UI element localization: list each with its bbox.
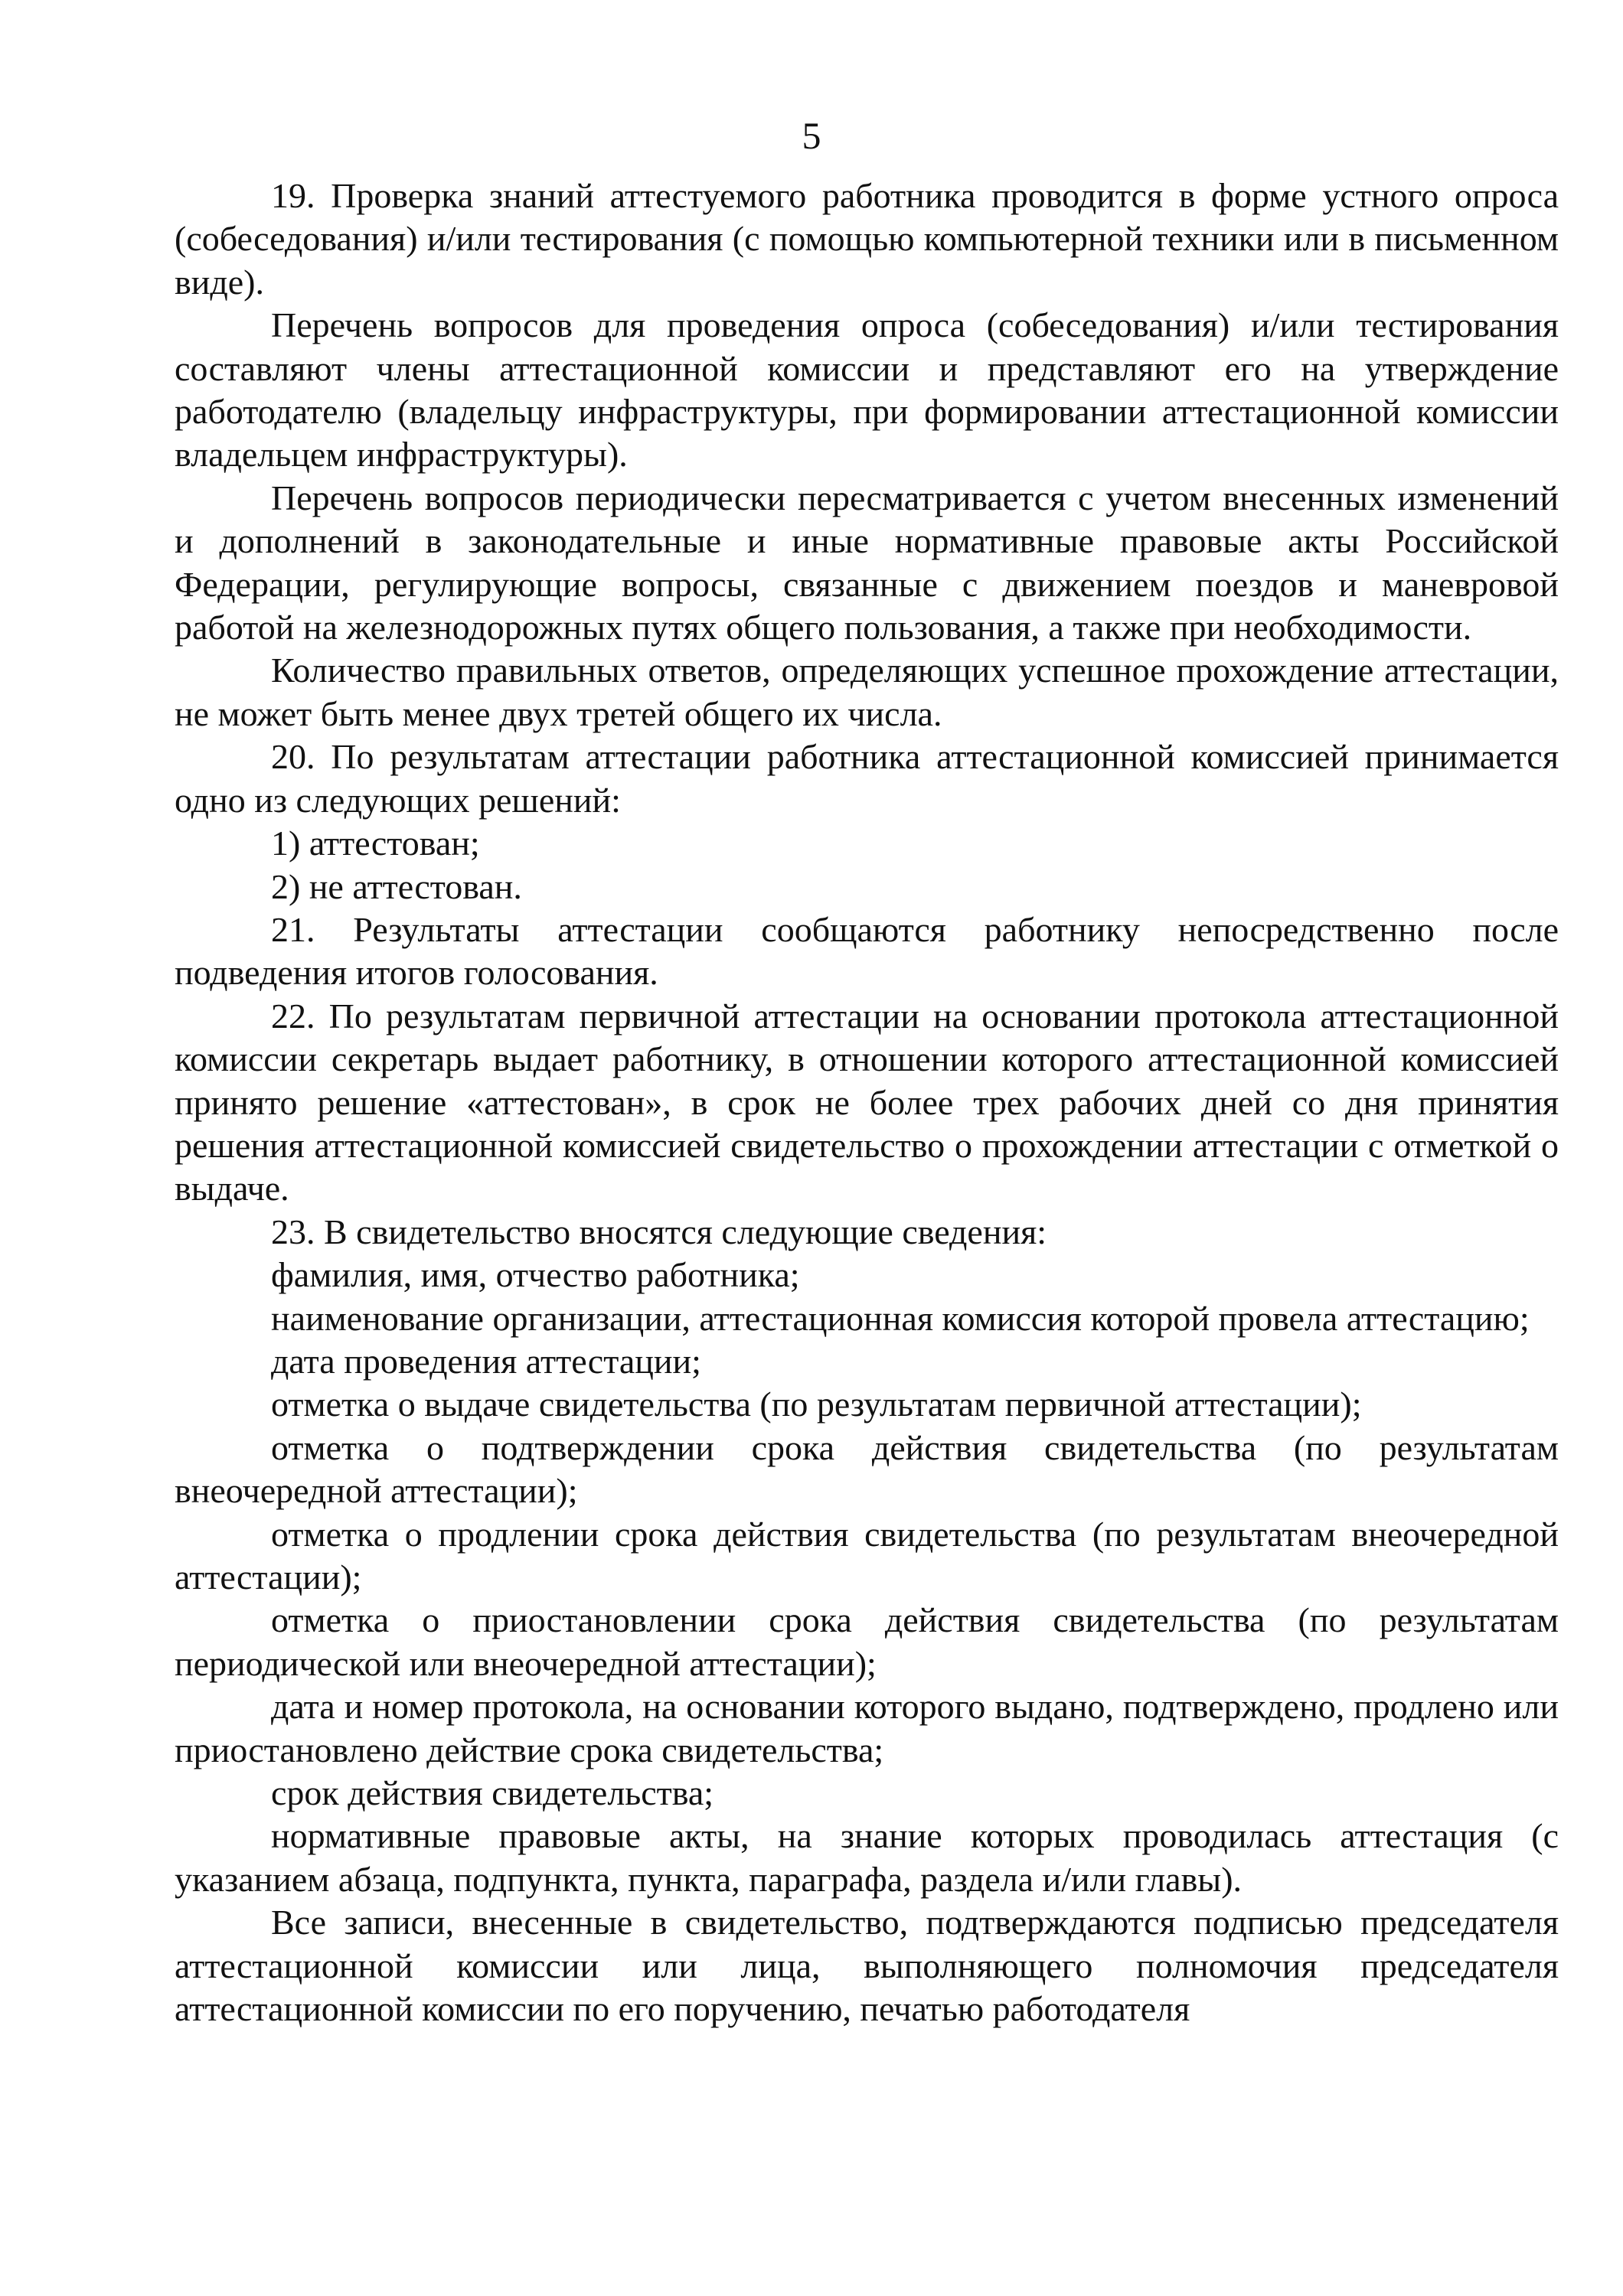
- paragraph-19-question-list: Перечень вопросов для проведения опроса (собеседования) и/или тестирования составляют члены аттестационной комиссии и представляют его на утверждение работодателю (владельцу инфраструктуры, при формировании аттестационной комиссии владельцем инфраструктуры).: [175, 305, 1559, 475]
- certificate-field-organization: наименование организации, аттестационная комиссия которой провела аттестацию;: [271, 1298, 1530, 1338]
- paragraph-19: 19. Проверка знаний аттестуемого работника проводится в форме устного опроса (собеседования) и/или тестирования (с помощью компьютерной техники или в письменном виде).: [175, 176, 1559, 302]
- certificate-field-legal-acts: нормативные правовые акты, на знание которых проводилась аттестация (с указанием абзаца, подпункта, пункта, параграфа, раздела и/или главы).: [175, 1816, 1559, 1899]
- paragraph-23: 23. В свидетельство вносятся следующие сведения:: [271, 1212, 1047, 1251]
- certificate-field-confirmation-mark: отметка о подтверждении срока действия свидетельства (по результатам внеочередной аттестации);: [175, 1427, 1559, 1511]
- certificate-field-issue-mark: отметка о выдаче свидетельства (по результатам первичной аттестации);: [271, 1384, 1362, 1424]
- certificate-field-date: дата проведения аттестации;: [271, 1341, 701, 1381]
- decision-item-not-certified: 2) не аттестован.: [271, 866, 522, 906]
- certificate-field-validity: срок действия свидетельства;: [271, 1773, 714, 1813]
- paragraph-19-correct-answers: Количество правильных ответов, определяющих успешное прохождение аттестации, не может быть менее двух третей общего их числа.: [175, 651, 1559, 733]
- certificate-field-protocol: дата и номер протокола, на основании которого выдано, подтверждено, продлено или приостановлено действие срока свидетельства;: [175, 1687, 1559, 1769]
- paragraph-19-question-review: Перечень вопросов периодически пересматривается с учетом внесенных изменений и дополнений в законодательные и иные нормативные правовые акты Российской Федерации, регулирующие вопросы, связанные с движением поездов и маневровой работой на железнодорожных путях общего пользования, а также при необходимости.: [175, 478, 1559, 647]
- certificate-field-suspension-mark: отметка о приостановлении срока действия свидетельства (по результатам периодической или внеочередной аттестации);: [175, 1600, 1559, 1683]
- certificate-field-extension-mark: отметка о продлении срока действия свидетельства (по результатам внеочередной аттестации);: [175, 1514, 1559, 1596]
- paragraph-21: 21. Результаты аттестации сообщаются работнику непосредственно после подведения итогов голосования.: [175, 909, 1559, 993]
- paragraph-23-signature: Все записи, внесенные в свидетельство, подтверждаются подписью председателя аттестационной комиссии или лица, выполняющего полномочия председателя аттестационной комиссии по его поручению, печатью работодателя: [175, 1903, 1559, 2029]
- document-body: [175, 174, 1559, 2030]
- paragraph-22: 22. По результатам первичной аттестации на основании протокола аттестационной комиссии секретарь выдает работнику, в отношении которого аттестационной комиссией принято решение «аттестован», в срок не более трех рабочих дней со дня принятия решения аттестационной комиссией свидетельство о прохождении аттестации с отметкой о выдаче.: [175, 996, 1559, 1208]
- page-number: 5: [802, 114, 821, 157]
- decision-item-certified: 1) аттестован;: [271, 823, 480, 863]
- certificate-field-name: фамилия, имя, отчество работника;: [271, 1255, 800, 1295]
- paragraph-20: 20. По результатам аттестации работника аттестационной комиссией принимается одно из следующих решений:: [175, 737, 1559, 820]
